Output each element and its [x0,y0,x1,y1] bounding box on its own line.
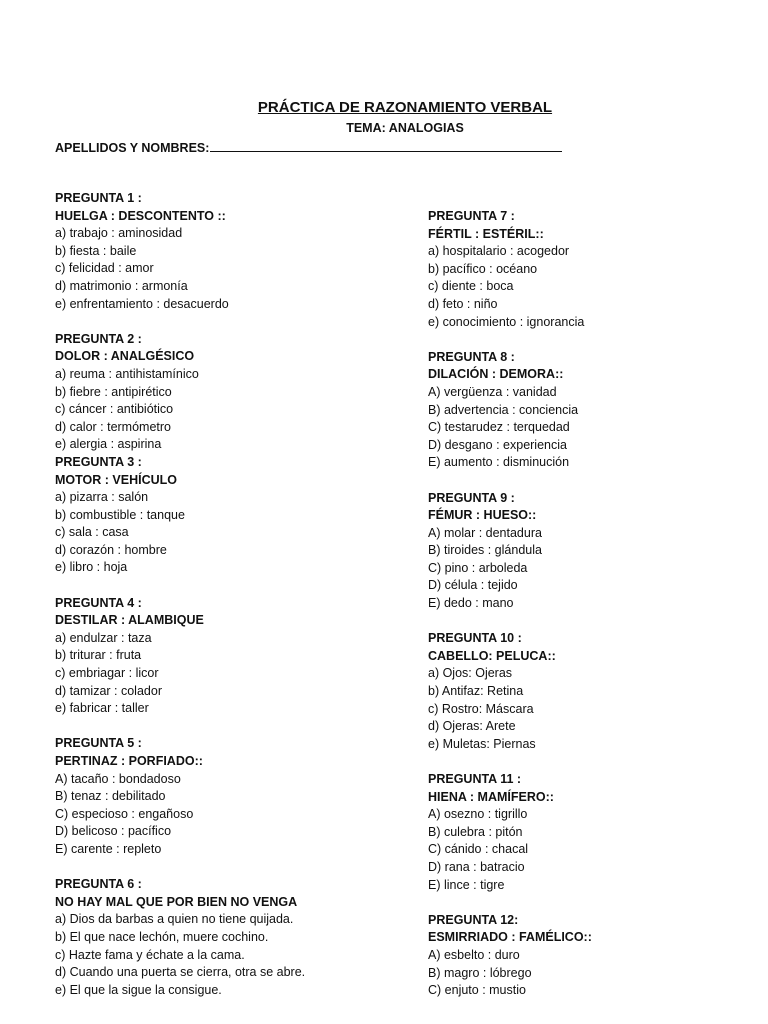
question-block [428,490,758,613]
spacer [55,313,415,331]
question-prompt: MOTOR : VEHÍCULO [55,472,177,487]
question-prompt: DOLOR : ANALGÉSICO [55,349,195,364]
answer-option[interactable]: b) fiesta : baile [55,243,137,258]
answer-option[interactable]: A) esbelto : duro [428,947,520,962]
answer-option[interactable]: D) desgano : experiencia [428,437,567,452]
answer-option[interactable]: d) matrimonio : armonía [55,278,188,293]
answer-option[interactable]: e) Muletas: Piernas [428,736,536,751]
answer-option[interactable]: E) dedo : mano [428,596,514,611]
spacer [428,753,758,771]
answer-option[interactable]: b) Antifaz: Retina [428,684,524,699]
answer-option[interactable]: D) rana : batracio [428,859,525,874]
question-number: PREGUNTA 2 : [55,331,142,346]
answer-option[interactable]: b) pacífico : océano [428,261,538,276]
question-number: PREGUNTA 8 : [428,349,515,364]
answer-option[interactable]: a) Ojos: Ojeras [428,666,513,681]
answer-option[interactable]: D) belicoso : pacífico [55,824,172,839]
question-prompt: DILACIÓN : DEMORA:: [428,367,564,382]
answer-option[interactable]: b) combustible : tanque [55,507,185,522]
answer-option[interactable]: b) fiebre : antipirético [55,384,172,399]
spacer [55,859,415,877]
answer-option[interactable]: D) célula : tejido [428,578,518,593]
answer-option[interactable]: d) calor : termómetro [55,419,172,434]
question-number: PREGUNTA 9 : [428,490,515,505]
answer-option[interactable]: d) Ojeras: Arete [428,719,516,734]
question-block [428,208,758,331]
answer-option[interactable]: B) culebra : pitón [428,824,523,839]
answer-option[interactable]: C) testarudez : terquedad [428,420,570,435]
answer-option[interactable]: d) Cuando una puerta se cierra, otra se abre. [55,965,306,980]
page-subtitle: TEMA: ANALOGIAS [346,121,464,135]
names-blank-line[interactable] [210,139,562,152]
question-prompt: NO HAY MAL QUE POR BIEN NO VENGA [55,894,298,909]
question-block [428,771,758,894]
answer-option[interactable]: e) El que la sigue la consigue. [55,982,222,997]
answer-option[interactable]: C) enjuto : mustio [428,983,526,998]
question-block [55,331,415,454]
answer-option[interactable]: B) magro : lóbrego [428,965,532,980]
spacer [55,718,415,736]
question-number: PREGUNTA 3 : [55,454,142,469]
answer-option[interactable]: c) embriagar : licor [55,666,159,681]
answer-option[interactable]: b) triturar : fruta [55,648,142,663]
answer-option[interactable]: d) corazón : hombre [55,542,167,557]
answer-option[interactable]: a) pizarra : salón [55,490,149,505]
question-prompt: FÉRTIL : ESTÉRIL:: [428,226,544,241]
question-number: PREGUNTA 4 : [55,595,142,610]
spacer [428,894,758,912]
question-block [55,876,415,999]
question-block [428,349,758,472]
question-number: PREGUNTA 5 : [55,736,142,751]
answer-option[interactable]: e) fabricar : taller [55,701,149,716]
question-prompt: FÉMUR : HUESO:: [428,508,537,523]
spacer [428,472,758,490]
question-prompt: PERTINAZ : PORFIADO:: [55,754,203,768]
answer-option[interactable]: c) Rostro: Máscara [428,701,534,716]
question-prompt: DESTILAR : ALAMBIQUE [55,613,204,628]
answer-option[interactable]: c) diente : boca [428,279,514,294]
answer-option[interactable]: d) feto : niño [428,296,498,311]
question-prompt: ESMIRRIADO : FAMÉLICO:: [428,930,592,945]
names-label: APELLIDOS Y NOMBRES: [55,141,210,155]
spacer [55,577,415,595]
question-prompt: HUELGA : DESCONTENTO :: [55,208,226,223]
question-prompt: CABELLO: PELUCA:: [428,648,556,663]
answer-option[interactable]: E) lince : tigre [428,877,505,892]
answer-option[interactable]: e) libro : hoja [55,560,128,575]
answer-option[interactable]: E) aumento : disminución [428,455,570,470]
answer-option[interactable]: e) conocimiento : ignorancia [428,314,585,329]
answer-option[interactable]: A) osezno : tigrillo [428,807,528,822]
answer-option[interactable]: a) endulzar : taza [55,630,152,645]
question-number: PREGUNTA 7 : [428,209,515,223]
answer-option[interactable]: e) alergia : aspirina [55,437,162,452]
answer-option[interactable]: A) molar : dentadura [428,525,542,540]
question-block [55,735,415,858]
answer-option[interactable]: A) vergüenza : vanidad [428,384,557,399]
answer-option[interactable]: b) El que nace lechón, muere cochino. [55,929,269,944]
question-prompt: HIENA : MAMÍFERO:: [428,789,554,804]
answer-option[interactable]: c) sala : casa [55,525,129,540]
answer-option[interactable]: B) advertencia : conciencia [428,402,579,417]
spacer [428,331,758,349]
left-column [55,190,415,999]
answer-option[interactable]: a) Dios da barbas a quien no tiene quijada. [55,912,294,927]
question-block [55,190,415,313]
answer-option[interactable]: E) carente : repleto [55,841,162,856]
answer-option[interactable]: d) tamizar : colador [55,683,162,698]
question-number: PREGUNTA 12: [428,912,519,927]
answer-option[interactable]: a) hospitalario : acogedor [428,244,570,259]
names-field[interactable] [55,139,562,155]
spacer [428,613,758,631]
question-block [55,454,415,577]
question-number: PREGUNTA 11 : [428,772,522,786]
question-block [428,912,758,1000]
answer-option[interactable]: C) pino : arboleda [428,560,528,575]
question-number: PREGUNTA 10 : [428,631,522,646]
answer-option[interactable]: B) tenaz : debilitado [55,789,166,804]
question-number: PREGUNTA 6 : [55,877,142,892]
answer-option[interactable]: e) enfrentamiento : desacuerdo [55,296,229,311]
question-number: PREGUNTA 1 : [55,191,142,205]
answer-option[interactable]: c) Hazte fama y échate a la cama. [55,947,245,962]
answer-option[interactable]: a) reuma : antihistamínico [55,366,199,381]
page-title: PRÁCTICA DE RAZONAMIENTO VERBAL [257,99,553,116]
answer-option[interactable]: a) trabajo : aminosidad [55,226,183,241]
right-column [428,208,758,1000]
answer-option[interactable]: C) especioso : engañoso [55,806,194,821]
answer-option[interactable]: c) cáncer : antibiótico [55,402,174,417]
answer-option[interactable]: B) tiroides : glándula [428,543,542,558]
answer-option[interactable]: A) tacaño : bondadoso [55,771,181,786]
answer-option[interactable]: c) felicidad : amor [55,261,154,276]
question-block [428,630,758,753]
answer-option[interactable]: C) cánido : chacal [428,842,529,857]
question-block [55,595,415,718]
